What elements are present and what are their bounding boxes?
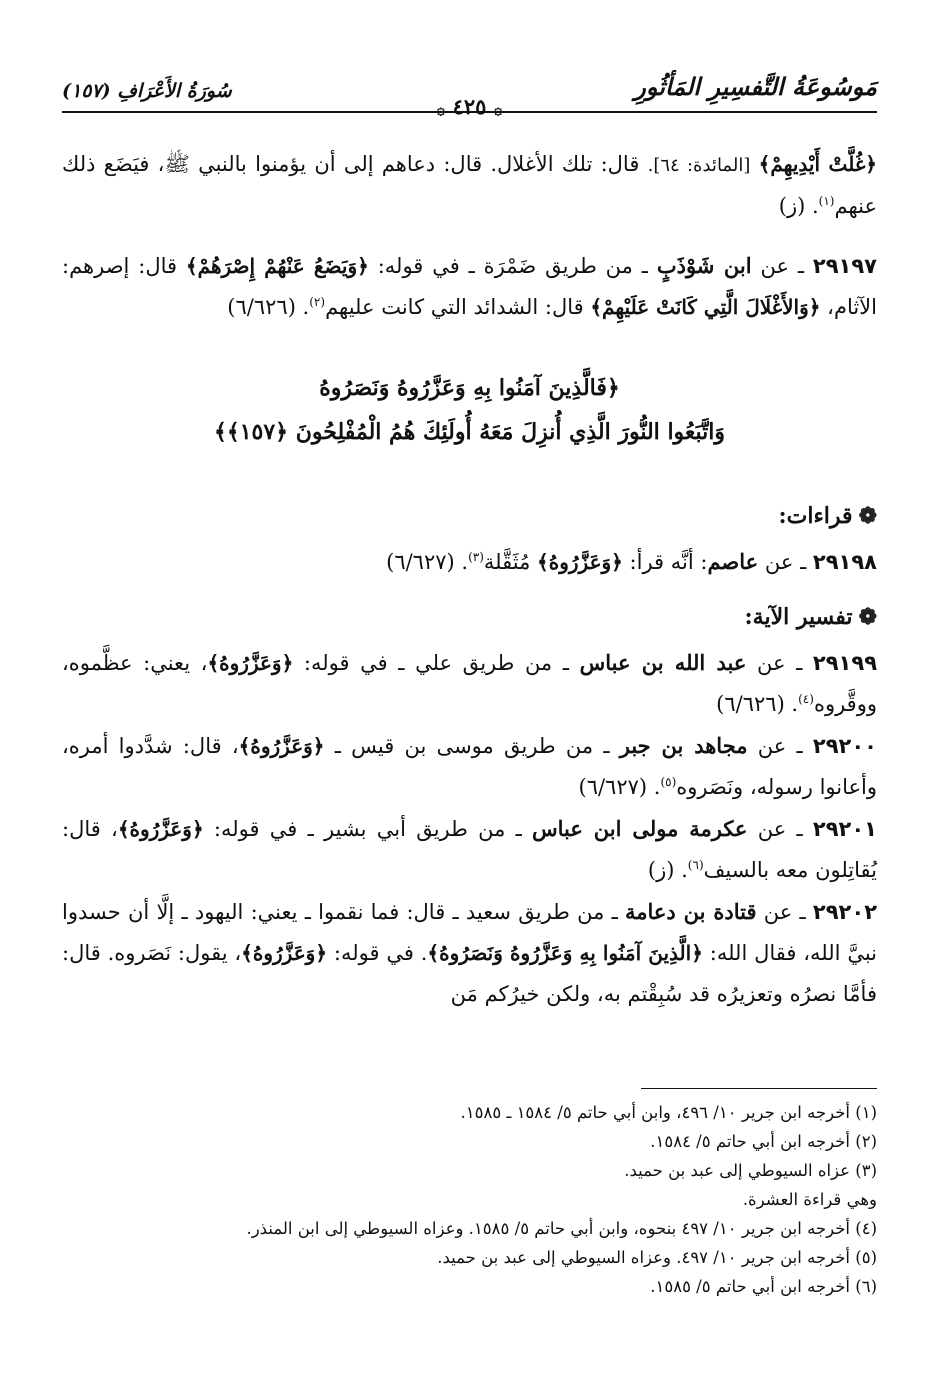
narration-29201	[62, 808, 877, 891]
quran-quote: ﴿غُلَّتْ أَيْدِيهِمْ﴾	[758, 152, 877, 176]
narration-text: مُثَقَّلة	[483, 550, 538, 574]
quran-quote: ﴿الَّذِينَ آمَنُوا بِهِ وَعَزَّرُوهُ وَنَصَرُوهُ﴾	[427, 941, 703, 965]
narration-text: ، قال: يُقاتِلون معه بالسيف	[62, 817, 877, 882]
narration-text: ـ عن	[746, 651, 813, 675]
flower-icon: ❁	[858, 604, 877, 630]
main-text	[62, 144, 877, 1015]
narration-text: قال: الشدائد التي كانت عليهم	[325, 295, 591, 319]
footnote: (٢) أخرجه ابن أبي حاتم ٥/ ١٥٨٤.	[650, 1132, 877, 1151]
ayah-block	[62, 366, 877, 454]
quran-quote: ﴿وَعَزَّرُوهُ﴾	[238, 734, 325, 758]
book-title: مَوسُوعَةُ التَّفسِيرِ المَأثُورِ	[634, 72, 877, 101]
narrator-name: عكرمة مولى ابن عباس	[532, 816, 748, 841]
footnote: (٥) أخرجه ابن جرير ١٠/ ٤٩٧. وعزاه السيوطي إلى عبد بن حميد.	[437, 1248, 877, 1267]
readings-heading	[62, 496, 877, 536]
narration-29197	[62, 245, 877, 328]
narrator-name: قتادة بن دعامة	[625, 899, 757, 924]
flower-icon: ❁	[858, 503, 877, 529]
narration-number: ٢٩٢٠٠	[812, 734, 877, 758]
volume-page-ref: . (٦/٦٢٦)	[227, 295, 310, 319]
tafsir-heading	[62, 597, 877, 637]
footnote: (٣) عزاه السيوطي إلى عبد بن حميد.	[624, 1161, 877, 1180]
narration-text: ـ عن	[747, 734, 813, 758]
narration-29199	[62, 642, 877, 725]
quran-reference: [المائدة: ٦٤].	[647, 155, 751, 176]
narration-text: ـ من طريق موسى بن قيس ـ	[324, 734, 620, 758]
narration-number: ٢٩١٩٩	[812, 651, 878, 675]
continued-paragraph	[62, 144, 877, 227]
narration-text: ـ من طريق علي ـ في قوله:	[293, 651, 580, 675]
footnote-marker: (٣)	[468, 550, 484, 564]
footnote: وهي قراءة العشرة.	[742, 1190, 877, 1209]
quran-quote: ﴿وَالأَغْلَالَ الَّتِي كَانَتْ عَلَيْهِمْ﴾	[590, 295, 821, 319]
quran-quote: ﴿وَعَزَّرُوهُ﴾	[241, 941, 328, 965]
narrator-name: عبد الله بن عباس	[579, 650, 747, 675]
ornament-icon: ۞	[493, 100, 503, 118]
footnote-separator	[641, 1088, 877, 1089]
narrator-name: عاصم	[707, 549, 759, 574]
quran-quote: ﴿وَعَزَّرُوهُ﴾	[207, 651, 294, 675]
narration-text: : أنَّه قرأ:	[622, 550, 708, 574]
footnotes	[62, 1098, 877, 1301]
narration-text: . في قوله:	[327, 941, 428, 965]
quran-quote: ﴿وَيَضَعُ عَنْهُمْ إِصْرَهُمْ﴾	[185, 254, 369, 278]
narration-number: ٢٩٢٠١	[812, 817, 877, 841]
narration-text: قال: تلك الأغلال. قال: دعاهم إلى أن يؤمنوا بالنبي ﷺ، فيَضَع ذلك عنهم	[62, 152, 877, 218]
narration-text: ـ عن	[751, 254, 813, 278]
narration-text: ـ من طريق ضَمْرَة ـ في قوله:	[368, 254, 657, 278]
narrator-name: مجاهد بن جبر	[619, 733, 748, 758]
volume-page-ref: . (٦/٦٢٧)	[578, 775, 661, 799]
running-header	[62, 72, 877, 119]
narration-number: ٢٩١٩٨	[812, 550, 877, 574]
narration-29198	[62, 541, 877, 583]
source-code: . (ز)	[778, 194, 819, 218]
narration-text: ـ عن	[758, 550, 813, 574]
quran-quote: ﴿وَعَزَّرُوهُ﴾	[537, 550, 623, 574]
heading-text: قراءات:	[778, 503, 853, 529]
narration-text: ، يقول: نَصَروه. قال: فأمَّا نصرُه وتعزيرُه قد سُبِقْتم به، ولكن خيرُكم مَن	[62, 941, 877, 1006]
ayah-line: ﴿فَالَّذِينَ آمَنُوا بِهِ وَعَزَّرُوهُ وَنَصَرُوهُ	[319, 375, 620, 401]
header-rule	[62, 111, 877, 113]
footnote: (١) أخرجه ابن جرير ١٠/ ٤٩٦، وابن أبي حاتم ٥/ ١٥٨٤ ـ ١٥٨٥.	[460, 1103, 877, 1122]
volume-page-ref: . (٦/٦٢٧)	[386, 550, 469, 574]
narration-text: قال: إصرهم: الآثام،	[62, 254, 877, 319]
page-number: ٤٢٥	[452, 94, 487, 119]
footnote: (٤) أخرجه ابن جرير ١٠/ ٤٩٧ بنحوه، وابن أبي حاتم ٥/ ١٥٨٥. وعزاه السيوطي إلى ابن المنذر.	[246, 1219, 877, 1238]
footnote: (٦) أخرجه ابن أبي حاتم ٥/ ١٥٨٥.	[650, 1277, 877, 1296]
narration-text: ـ عن	[756, 900, 813, 924]
narration-text: ، قال: شدَّدوا أمره، وأعانوا رسوله، ونَصَروه	[62, 734, 877, 799]
narration-number: ٢٩٢٠٢	[812, 900, 878, 924]
source-code: . (ز)	[647, 858, 688, 882]
footnote-marker: (٤)	[798, 692, 814, 706]
ayah-line: وَاتَّبَعُوا النُّورَ الَّذِي أُنزِلَ مَعَهُ أُولَئِكَ هُمُ الْمُفْلِحُونَ ﴿١٥٧﴾﴾	[213, 419, 726, 445]
narration-text: ـ من طريق سعيد ـ قال: فما نقموا ـ يعني: اليهود ـ إلَّا أن حسدوا نبيَّ الله، فقال الله:	[62, 900, 878, 965]
narration-text: ، يعني: عظَّموه، ووقَّروه	[62, 651, 877, 716]
ornament-icon: ۞	[436, 100, 446, 118]
heading-text: تفسير الآية:	[744, 604, 853, 630]
footnote-marker: (٢)	[309, 295, 326, 309]
footnote-marker: (١)	[818, 194, 835, 208]
quran-quote: ﴿وَعَزَّرُوهُ﴾	[117, 817, 204, 841]
narration-number: ٢٩١٩٧	[812, 254, 877, 278]
narration-text: ـ من طريق أبي بشير ـ في قوله:	[203, 817, 532, 841]
narration-text: ـ عن	[747, 817, 813, 841]
footnote-marker: (٦)	[687, 858, 704, 872]
volume-page-ref: . (٦/٦٢٦)	[716, 692, 799, 716]
narration-29200	[62, 725, 877, 808]
surah-title: سُورَةُ الأَعْرَافِ (١٥٧)	[62, 80, 232, 102]
footnote-marker: (٥)	[660, 775, 677, 789]
narrator-name: ابن شَوْذَبٍ	[656, 253, 752, 278]
narration-29202	[62, 891, 877, 1015]
